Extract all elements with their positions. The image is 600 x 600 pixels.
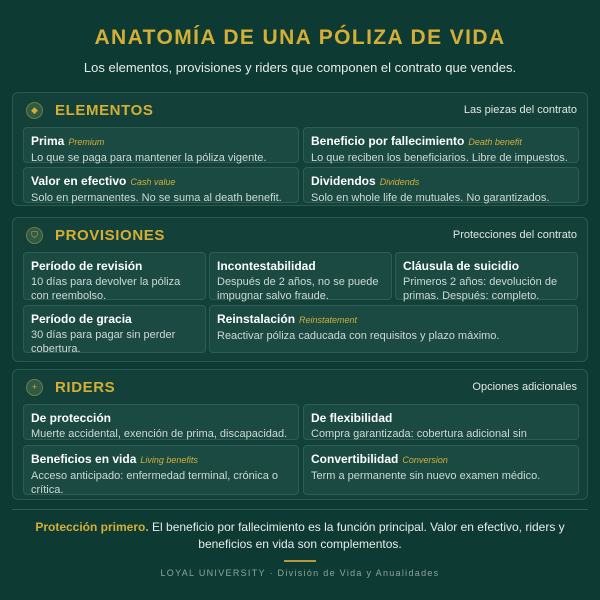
footer-credit: LOYAL UNIVERSITY · División de Vida y Anualidades bbox=[160, 568, 440, 578]
section-title: ELEMENTOS bbox=[55, 101, 154, 119]
section-tag: Protecciones del contrato bbox=[452, 229, 577, 241]
card-desc: Acceso anticipado: enfermedad terminal, crónica o crítica. bbox=[31, 470, 279, 496]
card-title: Período de gracia bbox=[31, 312, 132, 326]
card-english: Death benefit bbox=[468, 137, 522, 147]
card-de-flexibilidad bbox=[303, 404, 579, 440]
card-desc: Term a permanente sin nuevo examen médico. bbox=[311, 470, 541, 482]
card-title: Beneficio por fallecimiento bbox=[311, 134, 465, 148]
card-desc: Después de 2 años, no se puede impugnar salvo fraude. bbox=[217, 276, 379, 302]
section-header bbox=[13, 93, 587, 127]
page-header bbox=[0, 0, 600, 75]
card-desc: Compra garantizada: cobertura adicional sin bbox=[311, 428, 527, 440]
card-desc: 10 días para devolver la póliza con reembolso. bbox=[31, 276, 181, 302]
card-reinstalacion bbox=[209, 305, 578, 353]
card-english: Dividends bbox=[379, 177, 420, 187]
footer-divider bbox=[12, 509, 588, 510]
section-provisiones bbox=[12, 217, 588, 362]
card-title: De protección bbox=[31, 411, 112, 425]
gold-accent-bar bbox=[284, 560, 316, 562]
card-clausula-suicidio bbox=[395, 252, 578, 300]
card-desc: Primeros 2 años: devolución de primas. Después: completo. bbox=[403, 276, 558, 302]
card-valor-efectivo bbox=[23, 167, 299, 203]
card-desc: Lo que reciben los beneficiarios. Libre de impuestos. bbox=[311, 152, 568, 164]
section-tag: Las piezas del contrato bbox=[463, 104, 577, 116]
footer-body: El beneficio por fallecimiento es la función principal. Valor en efectivo, riders y beneficios en vida son complementos. bbox=[148, 520, 565, 551]
footer-strong: Protección primero. bbox=[35, 520, 149, 534]
card-convertibilidad bbox=[303, 445, 579, 495]
section-title: RIDERS bbox=[55, 378, 116, 396]
section-header bbox=[13, 370, 587, 404]
page-title: ANATOMÍA DE UNA PÓLIZA DE VIDA bbox=[94, 26, 506, 49]
shield-icon: ⛉ bbox=[26, 227, 43, 244]
card-english: Conversion bbox=[402, 455, 448, 465]
card-periodo-gracia bbox=[23, 305, 206, 353]
section-header bbox=[13, 218, 587, 252]
card-incontestabilidad bbox=[209, 252, 392, 300]
section-elementos bbox=[12, 92, 588, 206]
card-title: Incontestabilidad bbox=[217, 259, 316, 273]
card-desc: Reactivar póliza caducada con requisitos y plazo máximo. bbox=[217, 330, 500, 342]
card-english: Cash value bbox=[130, 177, 176, 187]
card-de-proteccion bbox=[23, 404, 299, 440]
section-tag: Opciones adicionales bbox=[472, 381, 577, 393]
card-desc: Muerte accidental, exención de prima, discapacidad. bbox=[31, 428, 288, 440]
card-desc: Solo en whole life de mutuales. No garantizados. bbox=[311, 192, 550, 204]
card-desc: Solo en permanentes. No se suma al death benefit. bbox=[31, 192, 282, 204]
card-english: Reinstatement bbox=[299, 315, 358, 325]
card-dividendos bbox=[303, 167, 579, 203]
card-title: Cláusula de suicidio bbox=[403, 259, 520, 273]
card-title: Dividendos bbox=[311, 174, 376, 188]
card-title: Período de revisión bbox=[31, 259, 143, 273]
card-title: Prima bbox=[31, 134, 65, 148]
card-english: Premium bbox=[68, 137, 105, 147]
card-title: Beneficios en vida bbox=[31, 452, 137, 466]
page-subtitle: Los elementos, provisiones y riders que componen el contrato que vendes. bbox=[83, 60, 517, 75]
card-periodo-revision bbox=[23, 252, 206, 300]
card-title: Valor en efectivo bbox=[31, 174, 127, 188]
section-title: PROVISIONES bbox=[55, 226, 165, 244]
card-beneficio bbox=[303, 127, 579, 163]
diamond-icon: ◆ bbox=[26, 102, 43, 119]
card-title: De flexibilidad bbox=[311, 411, 393, 425]
card-desc: 30 días para pagar sin perder cobertura. bbox=[31, 329, 176, 355]
card-title: Convertibilidad bbox=[311, 452, 399, 466]
card-desc: Lo que se paga para mantener la póliza vigente. bbox=[31, 152, 267, 164]
card-beneficios-en-vida bbox=[23, 445, 299, 495]
section-riders bbox=[12, 369, 588, 500]
footer-note bbox=[30, 519, 570, 553]
plus-icon: + bbox=[26, 379, 43, 396]
card-prima bbox=[23, 127, 299, 163]
card-title: Reinstalación bbox=[217, 312, 296, 326]
card-english: Living benefits bbox=[140, 455, 198, 465]
